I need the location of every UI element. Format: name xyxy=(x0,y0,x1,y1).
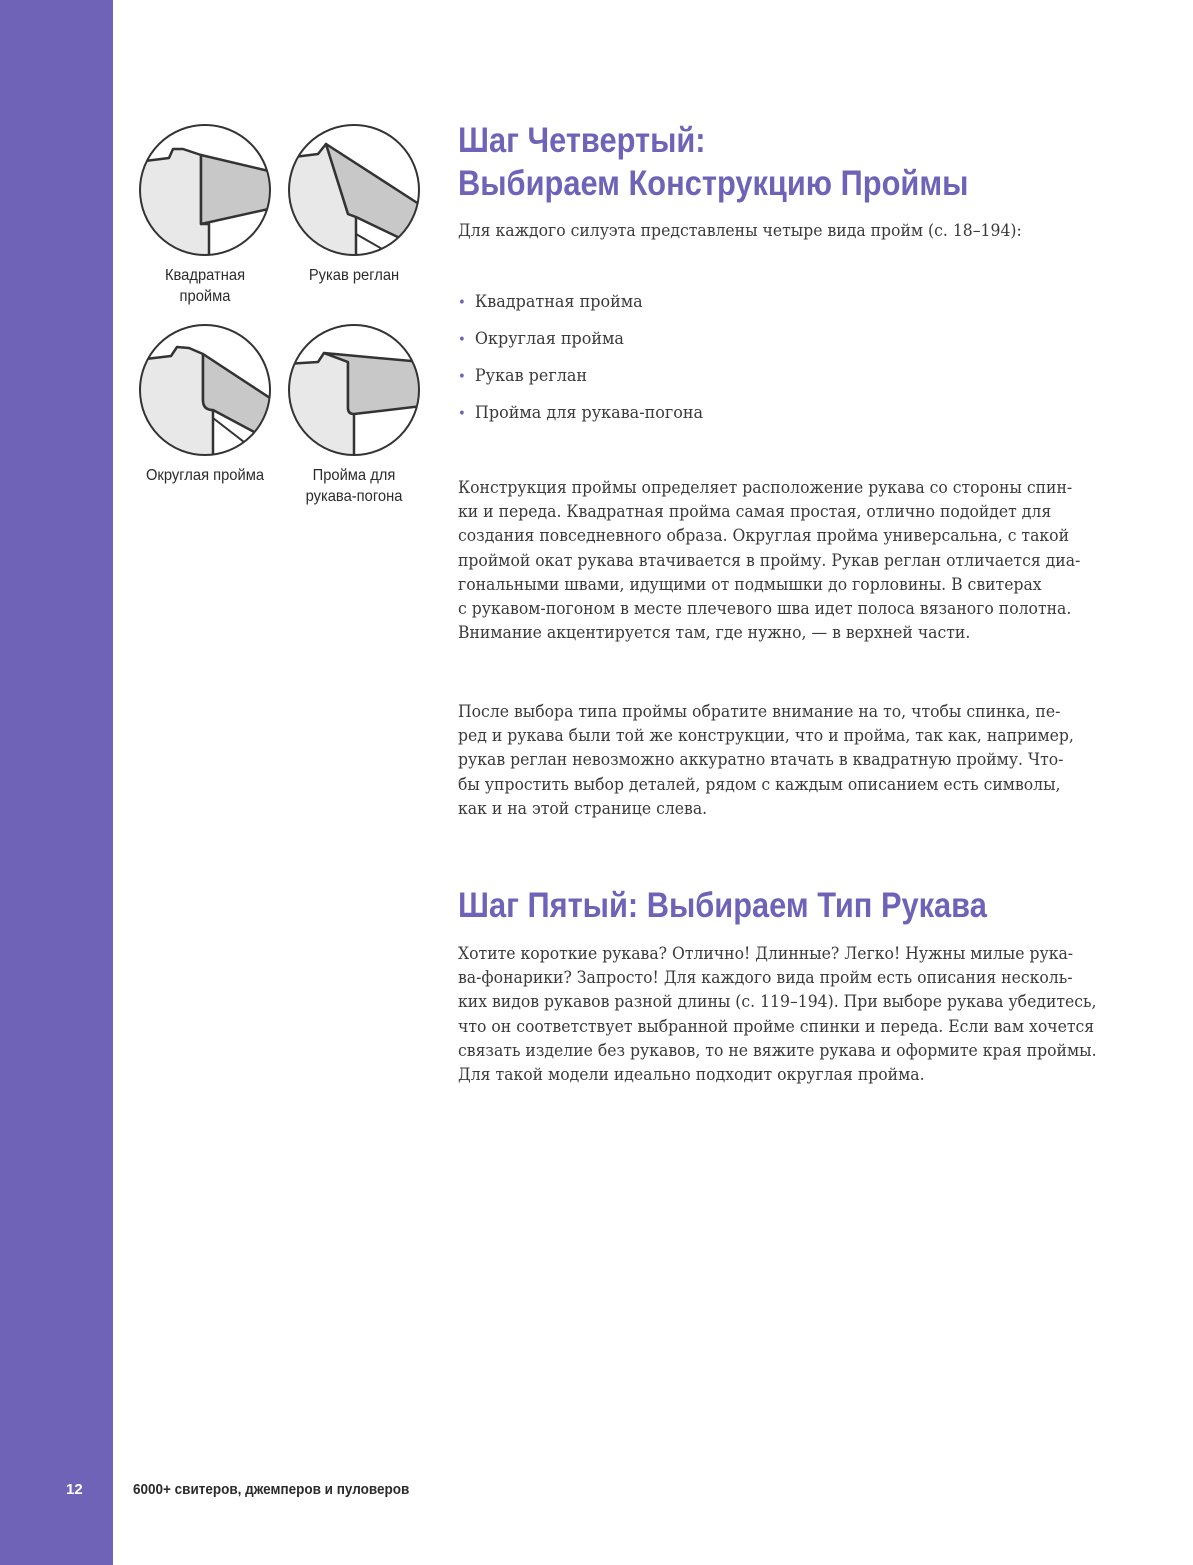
step4-paragraph-1: Конструкция проймы определяет расположение рукава со стороны спин- ки и переда. Квадратная пройма самая простая, отлично подойдет для создания повседневного образа. Округлая пройма универсальна, с такой проймой окат рукава втачивается в пройму. Рукав реглан отличается диа- гональными швами, идущими от подмышки до горловины. В свитерах с рукавом-погоном в месте плечевого шва идет полоса вязаного полотна. Внимание акцентируется там, где нужно, — в верхней части. xyxy=(458,478,1081,644)
list-item xyxy=(458,290,703,327)
bullet-icon: • xyxy=(458,295,466,311)
saddle-shoulder-icon xyxy=(286,322,422,458)
step4-title-line1: Шаг Четвертый: xyxy=(458,121,706,160)
list-item xyxy=(458,401,703,438)
step5-paragraph: Хотите короткие рукава? Отлично! Длинные? Легко! Нужны милые рука- ва-фонарики? Запросто! Для каждого вида пройм есть описания несколь- ких видов рукавов разной длины (с. 119–194). При выборе рукава убедитесь, что он соответствует выбранной пройме спинки и переда. Если вам хочется связать изделие без рукавов, то не вяжите рукава и оформите края проймы. Для такой модели идеально подходит округлая пройма. xyxy=(458,944,1097,1086)
step5-title: Шаг Пятый: Выбираем Тип Рукава xyxy=(458,886,987,925)
diagram-caption: Квадратная пройма xyxy=(164,267,246,305)
page-number: 12 xyxy=(66,1481,83,1498)
list-item-label: Рукав реглан xyxy=(474,366,588,386)
sidebar-accent-band xyxy=(0,0,113,1565)
bullet-icon: • xyxy=(458,406,466,422)
bullet-icon: • xyxy=(458,332,466,348)
book-title: 6000+ свитеров, джемперов и пуловеров xyxy=(133,1481,410,1498)
round-armhole-icon xyxy=(137,322,273,458)
list-item xyxy=(458,364,703,401)
step4-intro: Для каждого силуэта представлены четыре вида пройм (с. 18–194): xyxy=(458,221,1022,241)
list-item xyxy=(458,327,703,364)
square-armhole-icon xyxy=(137,122,273,258)
list-item-label: Квадратная пройма xyxy=(474,292,643,312)
diagram-caption: Округлая пройма xyxy=(145,467,265,484)
step4-paragraph-2: После выбора типа проймы обратите внимание на то, чтобы спинка, пе- ред и рукава были той же конструкции, что и пройма, так как, например, рукав реглан невозможно аккуратно втачать в квадратную пройму. Что- бы упростить выбор деталей, рядом с каждым описанием есть символы, как и на этой странице слева. xyxy=(458,702,1074,819)
step4-title-line2: Выбираем Конструкцию Проймы xyxy=(458,164,969,203)
bullet-icon: • xyxy=(458,369,466,385)
diagram-caption: Рукав реглан xyxy=(308,267,400,284)
armhole-types-list xyxy=(458,290,719,438)
diagram-caption: Пройма для рукава-погона xyxy=(305,467,403,505)
list-item-label: Пройма для рукава-погона xyxy=(474,403,704,423)
list-item-label: Округлая пройма xyxy=(474,329,624,349)
raglan-sleeve-icon xyxy=(286,122,422,258)
